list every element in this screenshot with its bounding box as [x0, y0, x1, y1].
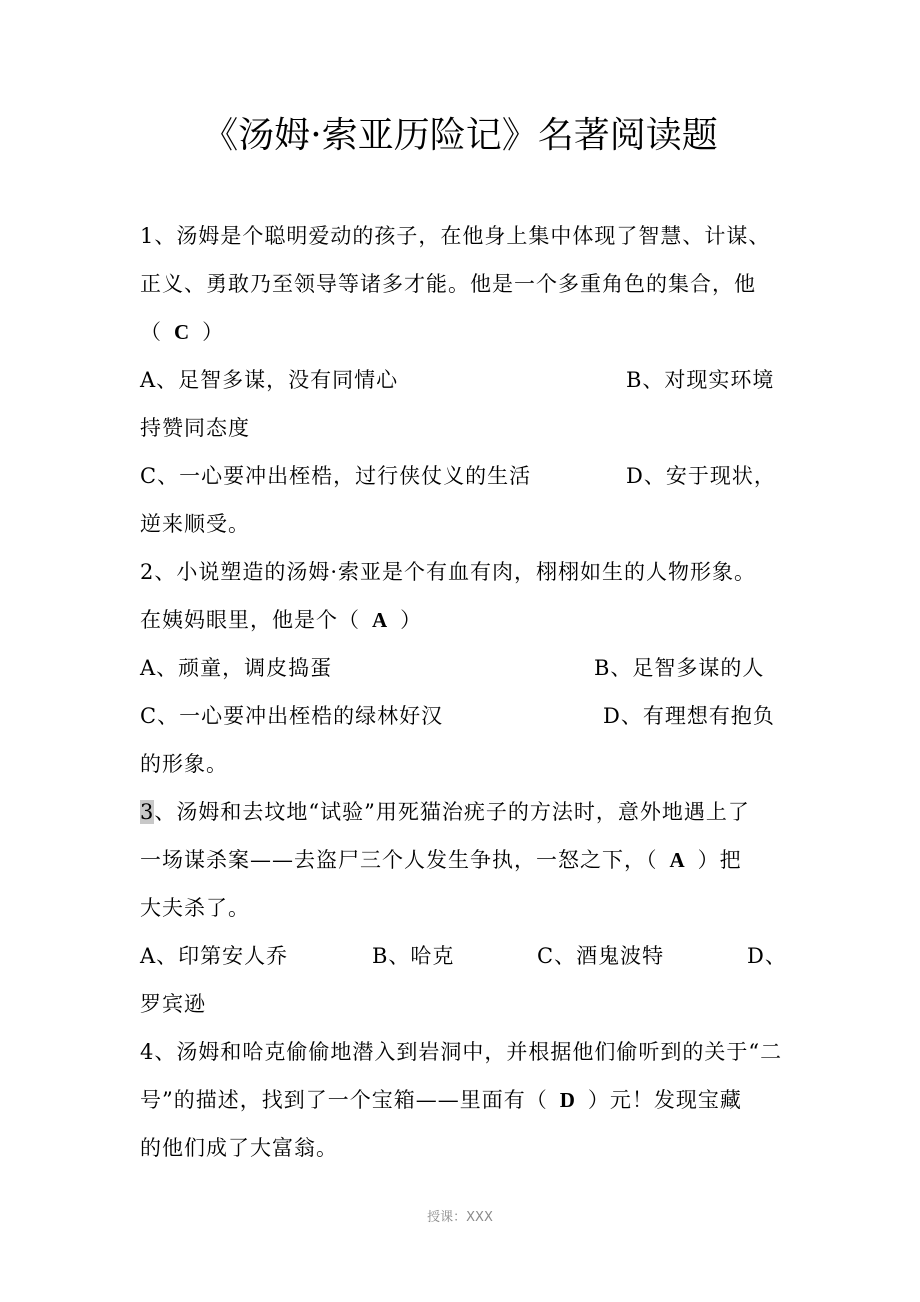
q1-stem-line-1: 1、汤姆是个聪明爱动的孩子，在他身上集中体现了智慧、计谋、	[140, 224, 771, 248]
q2-option-row-ab	[140, 644, 790, 692]
q4-stem-line-1: 4、汤姆和哈克偷偷地潜入到岩洞中，并根据他们偷听到的关于“二	[140, 1040, 783, 1064]
q2-option-row-cd	[140, 692, 790, 740]
q1-answer: C	[174, 320, 191, 344]
q4-stem-line-3: 的他们成了大富翁。	[140, 1136, 338, 1160]
q3-option-d-continued: 罗宾逊	[140, 992, 206, 1016]
q3-option-d: D、	[747, 944, 787, 968]
q2-option-a: A、顽童，调皮捣蛋	[140, 656, 333, 680]
q1-option-b-continued: 持赞同态度	[140, 416, 250, 440]
q4-stem-after: ）元！发现宝藏	[587, 1088, 742, 1112]
q2-answer: A	[372, 608, 389, 632]
q3-option-row	[140, 932, 790, 980]
q1-answer-line	[140, 308, 790, 356]
q4-answer: D	[559, 1088, 576, 1112]
q4-stem-line-2	[140, 1076, 790, 1124]
q4-stem-before: 号”的描述，找到了一个宝箱——里面有（	[140, 1088, 548, 1112]
q3-option-b: B、哈克	[372, 944, 455, 968]
q3-option-a: A、印第安人乔	[140, 944, 289, 968]
q2-option-d: D、有理想有抱负	[603, 704, 775, 728]
q2-option-c: C、一心要冲出桎梏的绿林好汉	[140, 704, 444, 728]
q3-stem-line-2	[140, 836, 790, 884]
q1-option-row-cd	[140, 452, 790, 500]
q2-option-b: B、足智多谋的人	[594, 656, 765, 680]
q1-answer-close: ）	[202, 320, 225, 344]
q1-option-row-ab	[140, 356, 790, 404]
document-title: 《汤姆·索亚历险记》名著阅读题	[202, 115, 718, 156]
q2-stem-line-2	[140, 596, 790, 644]
q1-answer-open: （	[140, 320, 162, 344]
q2-stem-after: ）	[400, 608, 423, 632]
q1-option-d: D、安于现状，	[626, 464, 776, 488]
page-footer: 授课：XXX	[427, 1210, 493, 1225]
q3-option-c: C、酒鬼波特	[537, 944, 665, 968]
q3-answer: A	[669, 848, 686, 872]
q1-option-b: B、对现实环境	[626, 368, 775, 392]
q3-stem-line-3: 大夫杀了。	[140, 896, 250, 920]
question-list	[140, 212, 790, 1172]
q3-stem-line-1	[140, 788, 790, 836]
q1-option-c: C、一心要冲出桎梏，过行侠仗义的生活	[140, 464, 532, 488]
q3-stem-first: 、汤姆和去坟地“试验”用死猫治疣子的方法时，意外地遇上了	[154, 800, 750, 824]
q1-stem-line-2: 正义、勇敢乃至领导等诸多才能。他是一个多重角色的集合，他	[140, 272, 756, 296]
q1-option-a: A、足智多谋，没有同情心	[140, 368, 399, 392]
q3-stem-before: 一场谋杀案——去盗尸三个人发生争执，一怒之下，（	[140, 848, 658, 872]
q3-number-highlight: 3	[140, 800, 155, 824]
q2-option-d-continued: 的形象。	[140, 752, 228, 776]
q2-stem-before: 在姨妈眼里，他是个（	[140, 608, 360, 632]
q1-option-d-continued: 逆来顺受。	[140, 512, 250, 536]
q2-stem-line-1: 2、小说塑造的汤姆·索亚是个有血有肉，栩栩如生的人物形象。	[140, 560, 757, 584]
q3-stem-after: ）把	[697, 848, 742, 872]
